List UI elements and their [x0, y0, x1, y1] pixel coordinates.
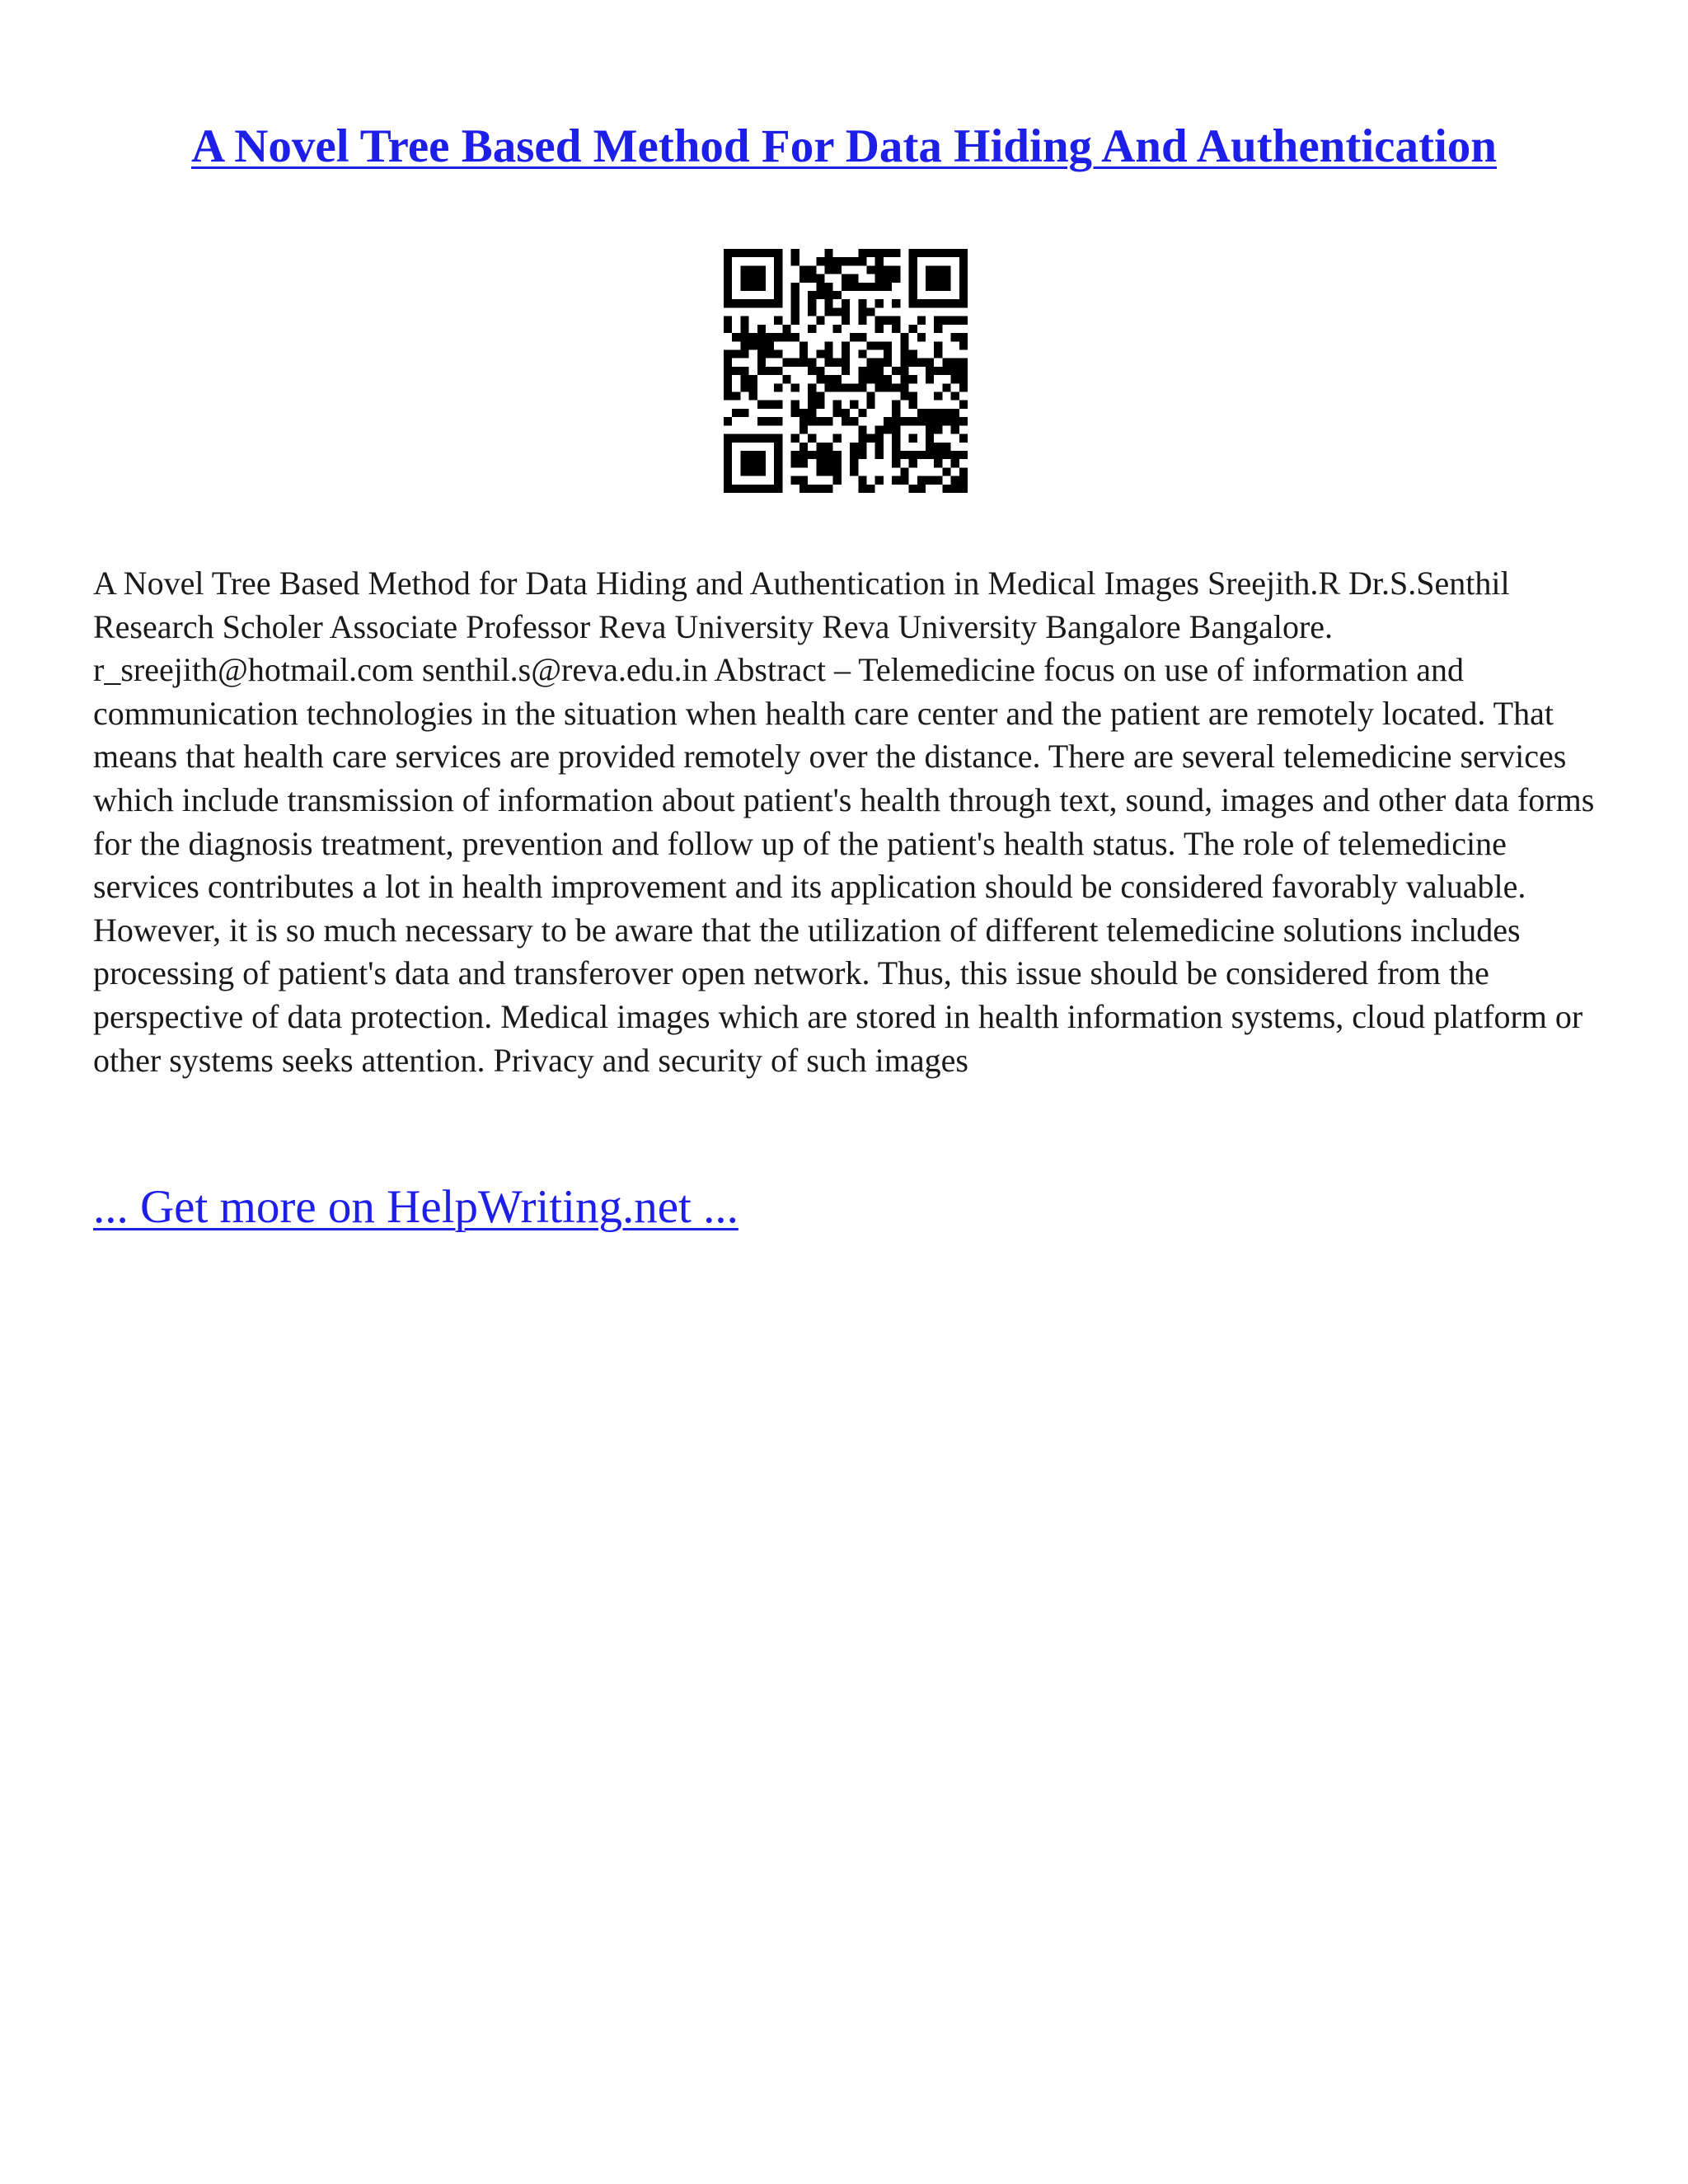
- get-more-link-wrapper: [93, 1174, 738, 1240]
- get-more-link[interactable]: ... Get more on HelpWriting.net ...: [93, 1181, 738, 1233]
- title-link[interactable]: A Novel Tree Based Method For Data Hiding And Authentication: [191, 120, 1497, 172]
- page-title: [0, 114, 1688, 180]
- qr-code-icon: [724, 249, 968, 493]
- abstract-text: A Novel Tree Based Method for Data Hiding and Authentication in Medical Images Sreejith.R Dr.S.Senthil Research Scholer Associate Professor Reva University Reva University Bangalore Bangalore. r_sreejith@hotmail.com senthil.s@reva.edu.in Abstract – Telemedicine focus on use of information and communication technologies in the situation when health care center and the patient are remotely located. That means that health care services are provided remotely over the distance. There are several telemedicine services which include transmission of information about patient's health through text, sound, images and other data forms for the diagnosis treatment, prevention and follow up of the patient's health status. The role of telemedicine services contributes a lot in health improvement and its application should be considered favorably valuable. However, it is so much necessary to be aware that the utilization of different telemedicine solutions includes processing of patient's data and transferover open network. Thus, this issue should be considered from the perspective of data protection. Medical images which are stored in health information systems, cloud platform or other systems seeks attention. Privacy and security of such images: [93, 565, 1595, 1079]
